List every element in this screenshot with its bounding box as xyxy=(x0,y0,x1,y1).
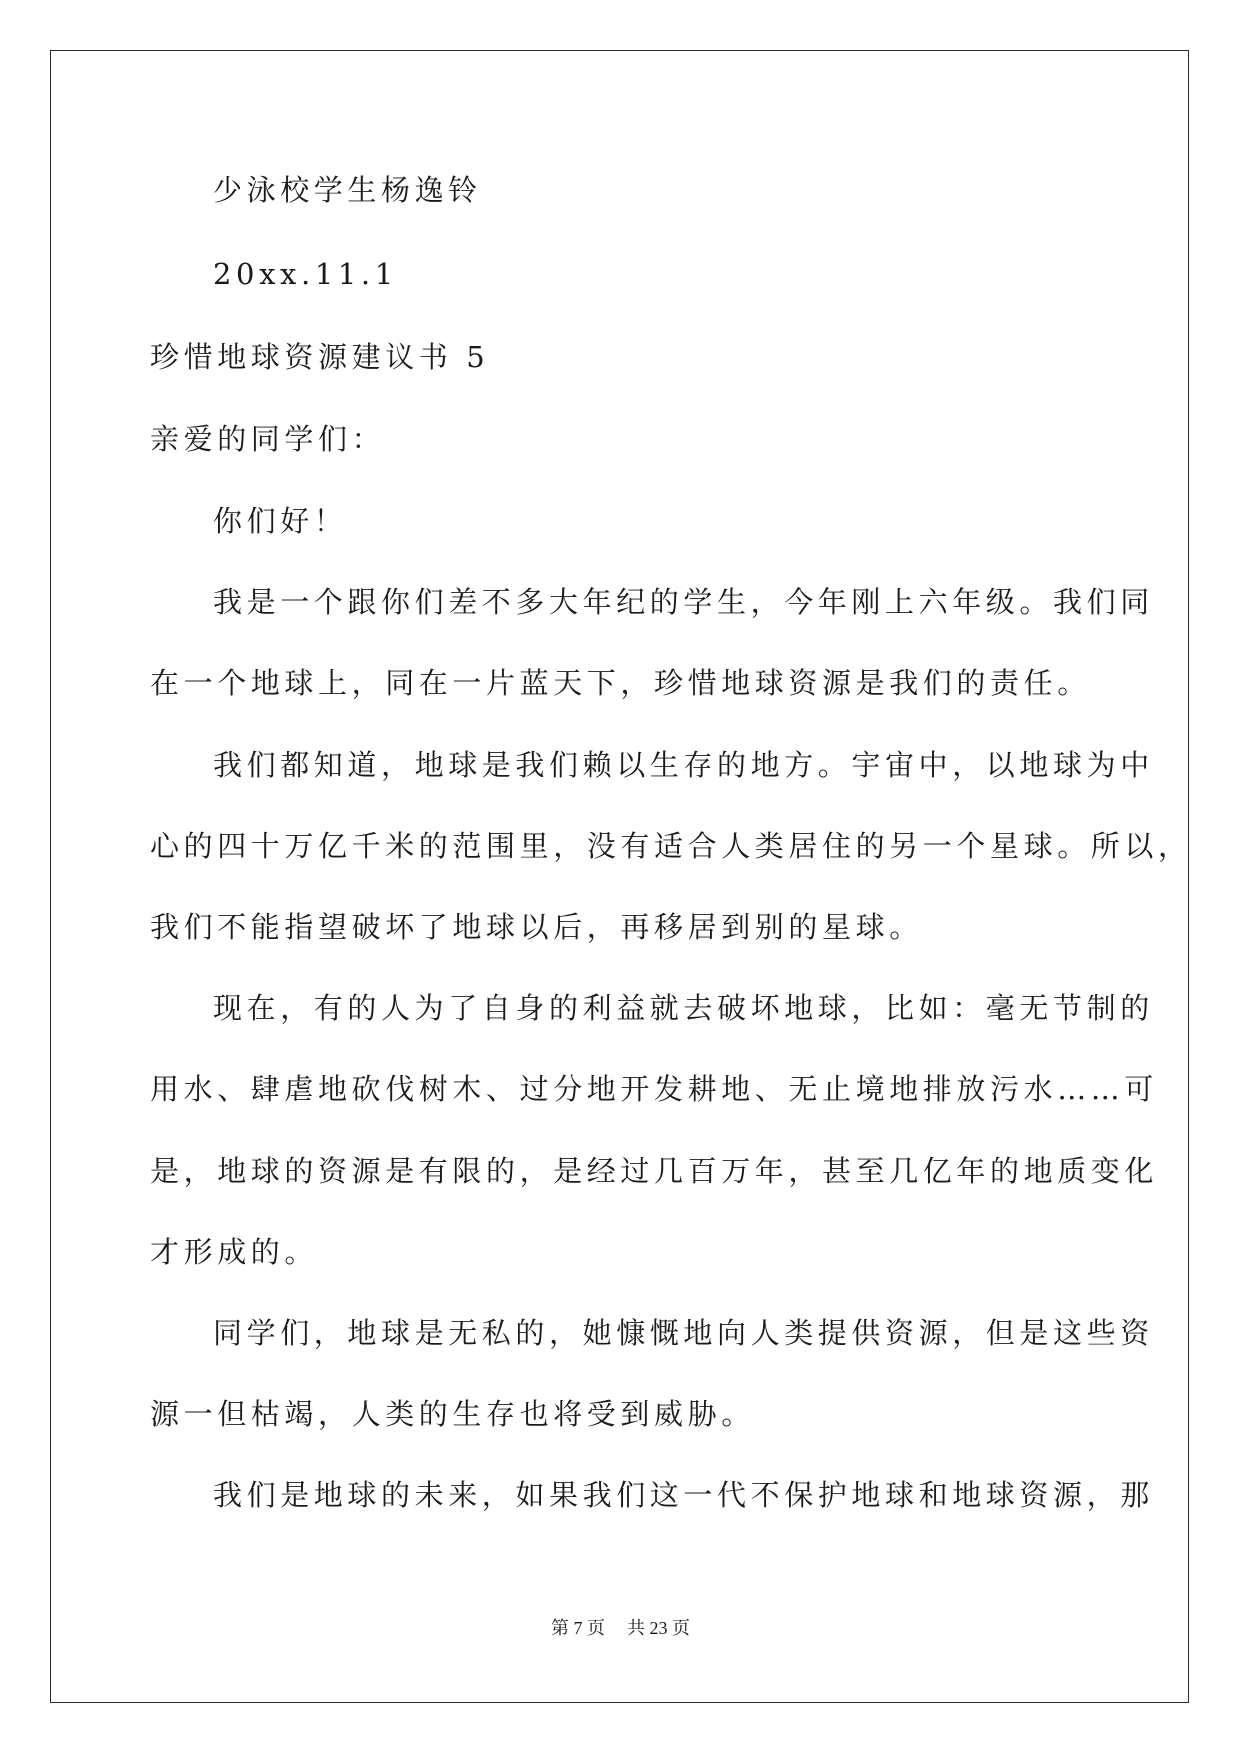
signature-date: 20xx.11.1 xyxy=(213,257,398,291)
paragraph-line: 我是一个跟你们差不多大年纪的学生，今年刚上六年级。我们同 xyxy=(213,585,1154,619)
paragraph-line: 在一个地球上，同在一片蓝天下，珍惜地球资源是我们的责任。 xyxy=(150,666,1091,700)
page-footer xyxy=(0,1614,1241,1640)
paragraph-line: 是，地球的资源是有限的，是经过几百万年，甚至几亿年的地质变化 xyxy=(150,1154,1159,1188)
section-title: 珍惜地球资源建议书 5 xyxy=(150,340,490,374)
paragraph-line: 我们都知道，地球是我们赖以生存的地方。宇宙中，以地球为中 xyxy=(213,748,1154,782)
paragraph-line: 我们是地球的未来，如果我们这一代不保护地球和地球资源，那 xyxy=(213,1478,1154,1512)
paragraph-line: 源一但枯竭，人类的生存也将受到威胁。 xyxy=(150,1397,755,1431)
paragraph-line: 用水、肆虐地砍伐树木、过分地开发耕地、无止境地排放污水……可 xyxy=(150,1072,1159,1106)
page-border xyxy=(50,50,1189,1703)
page-number: 第 7 页 xyxy=(551,1618,605,1638)
greeting: 你们好！ xyxy=(213,504,348,538)
paragraph-line: 现在，有的人为了自身的利益就去破坏地球，比如：毫无节制的 xyxy=(213,991,1154,1025)
salutation: 亲爱的同学们： xyxy=(150,422,386,456)
paragraph-line: 心的四十万亿千米的范围里，没有适合人类居住的另一个星球。所以， xyxy=(150,829,1192,863)
paragraph-line: 才形成的。 xyxy=(150,1235,319,1269)
paragraph-line: 同学们，地球是无私的，她慷慨地向人类提供资源，但是这些资 xyxy=(213,1316,1154,1350)
paragraph-line: 我们不能指望破坏了地球以后，再移居到别的星球。 xyxy=(150,910,923,944)
total-pages: 共 23 页 xyxy=(627,1618,690,1638)
signature-author: 少泳校学生杨逸铃 xyxy=(213,173,482,207)
